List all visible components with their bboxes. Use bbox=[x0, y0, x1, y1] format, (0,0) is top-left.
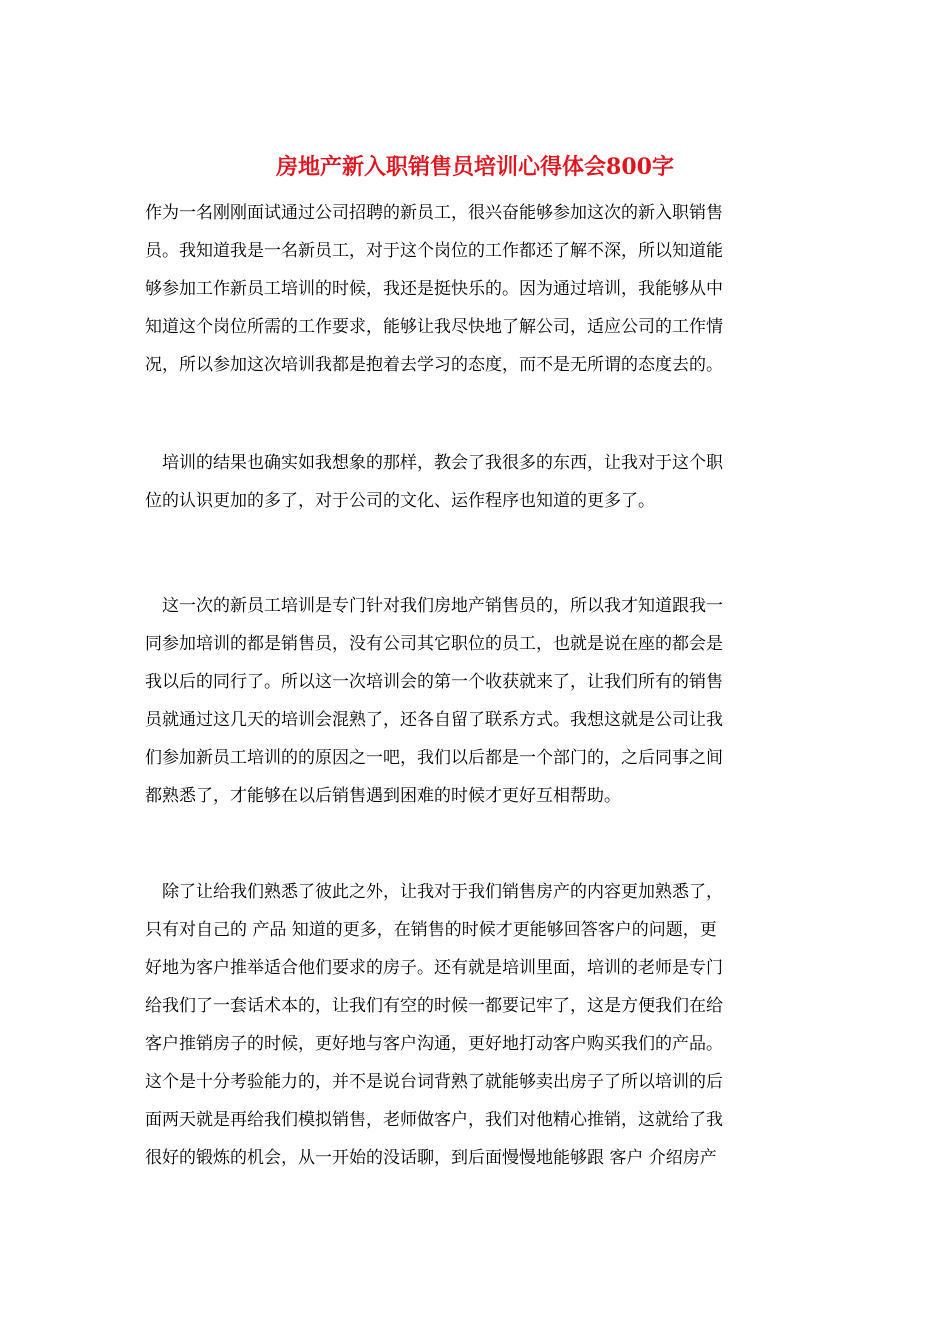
paragraph-line: 够参加工作新员工培训的时候，我还是挺快乐的。因为通过培训，我能够从中 bbox=[145, 279, 723, 299]
paragraph-line: 知道这个岗位所需的工作要求，能够让我尽快地了解公司，适应公司的工作情 bbox=[145, 317, 723, 337]
paragraph-4 bbox=[145, 873, 813, 1177]
paragraph-line: 客户推销房子的时候，更好地与客户沟通，更好地打动客户购买我们的产品。 bbox=[145, 1034, 723, 1054]
paragraph-line: 作为一名刚刚面试通过公司招聘的新员工，很兴奋能够参加这次的新入职销售 bbox=[145, 203, 723, 223]
paragraph-line: 除了让给我们熟悉了彼此之外，让我对于我们销售房产的内容更加熟悉了， bbox=[145, 882, 723, 902]
paragraph-line: 这个是十分考验能力的，并不是说台词背熟了就能够卖出房子了所以培训的后 bbox=[145, 1072, 723, 1092]
paragraph-line: 都熟悉了，才能够在以后销售遇到困难的时候才更好互相帮助。 bbox=[145, 786, 621, 806]
paragraph-line: 面两天就是再给我们模拟销售，老师做客户，我们对他精心推销，这就给了我 bbox=[145, 1110, 723, 1130]
paragraph-3 bbox=[145, 587, 813, 815]
paragraph-line: 只有对自己的 产品 知道的更多，在销售的时候才更能够回答客户的问题，更 bbox=[145, 920, 717, 940]
paragraph-1 bbox=[145, 194, 813, 384]
paragraph-line: 况，所以参加这次培训我都是抱着去学习的态度，而不是无所谓的态度去的。 bbox=[145, 355, 723, 375]
paragraph-line: 很好的锻炼的机会，从一开始的没话聊，到后面慢慢地能够跟 客户 介绍房产 bbox=[145, 1148, 717, 1168]
paragraph-line: 给我们了一套话术本的，让我们有空的时候一都要记牢了，这是方便我们在给 bbox=[145, 996, 723, 1016]
document-title: 房地产新入职销售员培训心得体会800字 bbox=[276, 154, 674, 180]
paragraph-line: 这一次的新员工培训是专门针对我们房地产销售员的，所以我才知道跟我一 bbox=[145, 596, 723, 616]
paragraph-line: 好地为客户推举适合他们要求的房子。还有就是培训里面，培训的老师是专门 bbox=[145, 958, 723, 978]
paragraph-line: 们参加新员工培训的的原因之一吧，我们以后都是一个部门的，之后同事之间 bbox=[145, 748, 723, 768]
paragraph-line: 员就通过这几天的培训会混熟了，还各自留了联系方式。我想这就是公司让我 bbox=[145, 710, 723, 730]
paragraph-line: 我以后的同行了。所以这一次培训会的第一个收获就来了，让我们所有的销售 bbox=[145, 672, 723, 692]
paragraph-line: 位的认识更加的多了，对于公司的文化、运作程序也知道的更多了。 bbox=[145, 491, 655, 511]
paragraph-line: 员。我知道我是一名新员工，对于这个岗位的工作都还了解不深，所以知道能 bbox=[145, 241, 723, 261]
paragraph-2 bbox=[145, 444, 813, 520]
paragraph-line: 同参加培训的都是销售员，没有公司其它职位的员工，也就是说在座的都会是 bbox=[145, 634, 723, 654]
paragraph-line: 培训的结果也确实如我想象的那样，教会了我很多的东西，让我对于这个职 bbox=[145, 453, 723, 473]
